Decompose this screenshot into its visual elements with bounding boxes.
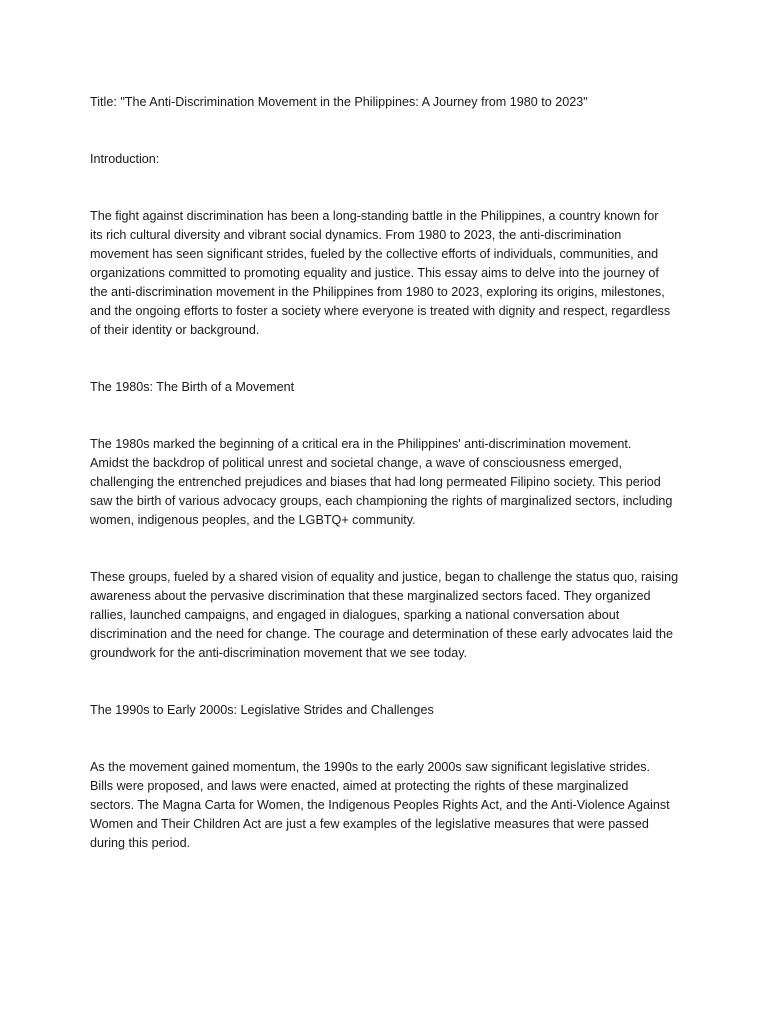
introduction-heading: Introduction: [90, 152, 160, 166]
paragraph-line: Bills were proposed, and laws were enacted, aimed at protecting the rights of these marginalized [90, 779, 629, 793]
section-1990s-paragraph-1 [90, 758, 682, 853]
paragraph-line: saw the birth of various advocacy groups, each championing the rights of marginalized sectors, including [90, 494, 673, 508]
paragraph-line: These groups, fueled by a shared vision of equality and justice, began to challenge the status quo, raising [90, 570, 679, 584]
paragraph-line: the anti-discrimination movement in the Philippines from 1980 to 2023, exploring its origins, milestones, [90, 285, 665, 299]
paragraph-line: during this period. [90, 836, 191, 850]
paragraph-line: discrimination and the need for change. The courage and determination of these early advocates laid the [90, 627, 673, 641]
paragraph-line: As the movement gained momentum, the 1990s to the early 2000s saw significant legislative strides. [90, 760, 651, 774]
paragraph-line: and the ongoing efforts to foster a society where everyone is treated with dignity and respect, regardless [90, 304, 671, 318]
section-1980s-heading: The 1980s: The Birth of a Movement [90, 380, 295, 394]
paragraph-line: The fight against discrimination has been a long-standing battle in the Philippines, a country known for [90, 209, 659, 223]
paragraph-line: movement has seen significant strides, fueled by the collective efforts of individuals, communities, and [90, 247, 659, 261]
section-1980s-paragraph-1 [90, 435, 682, 530]
paragraph-line: awareness about the pervasive discrimination that these marginalized sectors faced. They organized [90, 589, 651, 603]
document-page [90, 93, 682, 853]
paragraph-line: sectors. The Magna Carta for Women, the Indigenous Peoples Rights Act, and the Anti-Violence Against [90, 798, 670, 812]
paragraph-line: rallies, launched campaigns, and engaged in dialogues, sparking a national conversation about [90, 608, 620, 622]
paragraph-line: organizations committed to promoting equality and justice. This essay aims to delve into the journey of [90, 266, 659, 280]
intro-paragraph [90, 207, 682, 340]
paragraph-line: women, indigenous peoples, and the LGBTQ+ community. [90, 513, 416, 527]
document-title: Title: "The Anti-Discrimination Movement in the Philippines: A Journey from 1980 to 2023" [90, 95, 588, 109]
section-1990s-heading: The 1990s to Early 2000s: Legislative Strides and Challenges [90, 703, 434, 717]
paragraph-line: of their identity or background. [90, 323, 260, 337]
paragraph-line: The 1980s marked the beginning of a critical era in the Philippines' anti-discrimination movement. [90, 437, 632, 451]
paragraph-line: groundwork for the anti-discrimination movement that we see today. [90, 646, 468, 660]
paragraph-line: challenging the entrenched prejudices and biases that had long permeated Filipino society. This period [90, 475, 661, 489]
paragraph-line: Women and Their Children Act are just a few examples of the legislative measures that were passed [90, 817, 649, 831]
section-1980s-paragraph-2 [90, 568, 682, 663]
paragraph-line: Amidst the backdrop of political unrest and societal change, a wave of consciousness emerged, [90, 456, 623, 470]
paragraph-line: its rich cultural diversity and vibrant social dynamics. From 1980 to 2023, the anti-discrimination [90, 228, 622, 242]
